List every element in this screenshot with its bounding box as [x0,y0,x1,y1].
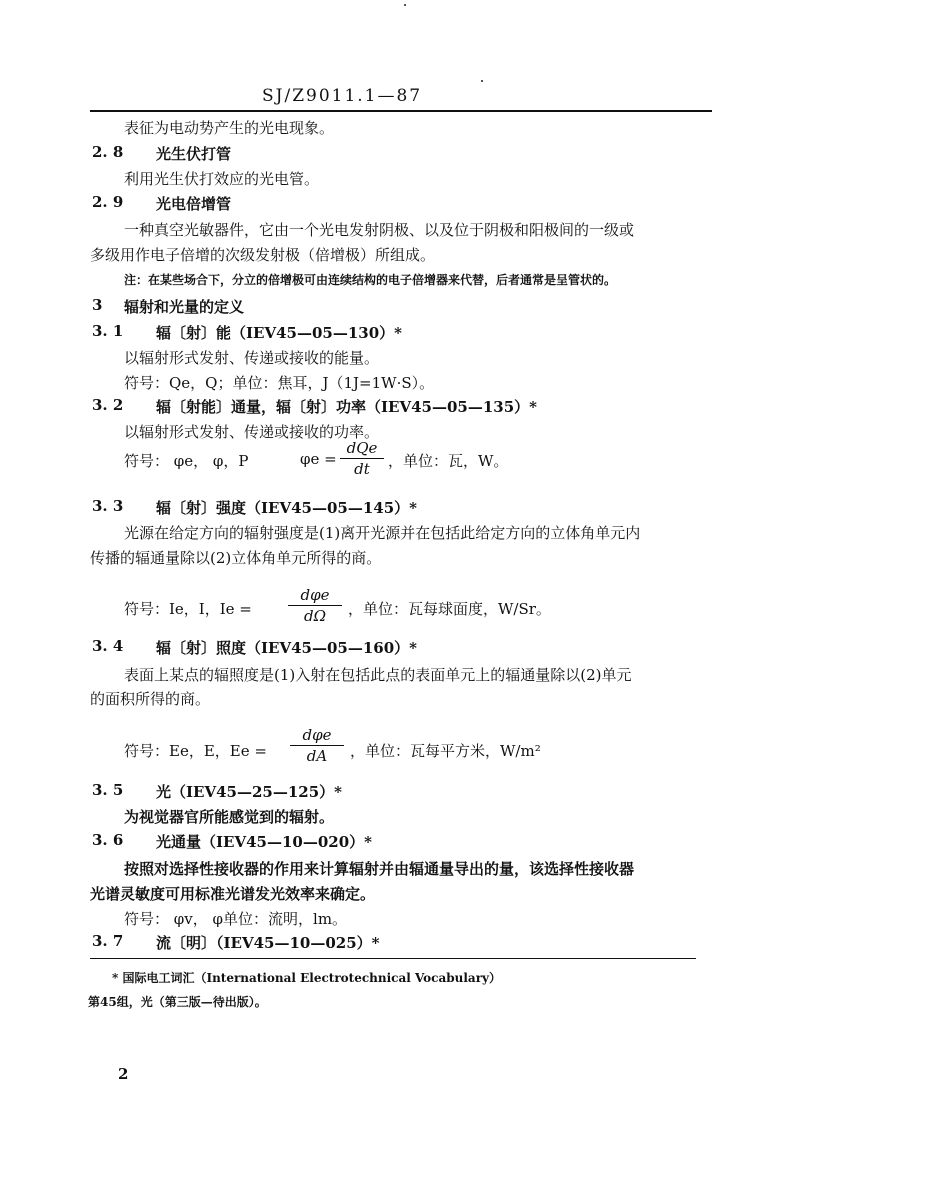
fraction-bar [290,745,344,746]
section-2-8-number: 2. 8 [92,143,124,161]
text-line: 表征为电动势产生的光电现象。 [124,119,335,137]
text-line: 的面积所得的商。 [90,690,211,708]
section-3-3-title: 辐〔射〕强度（IEV45—05—145）* [156,499,417,517]
formula-denominator: dΩ [303,607,327,625]
section-3-1-title: 辐〔射〕能（IEV45—05—130）* [156,324,402,342]
section-3-2-number: 3. 2 [92,396,124,414]
note: 注：在某些场合下，分立的倍增极可由连续结构的电子倍增器来代替，后者通常是呈管状的。 [124,273,617,287]
formula-fraction [340,439,384,478]
section-3-4-title: 辐〔射〕照度（IEV45—05—160）* [156,639,417,657]
fraction-bar [288,605,342,606]
formula-lhs: φe = [300,450,337,468]
section-3-7-number: 3. 7 [92,932,124,950]
section-3-6-number: 3. 6 [92,831,124,849]
section-3-2-title: 辐〔射能〕通量，辐〔射〕功率（IEV45—05—135）* [156,398,537,416]
section-2-9-number: 2. 9 [92,193,124,211]
section-3-3-number: 3. 3 [92,497,124,515]
text-line: 以辐射形式发射、传递或接收的功率。 [124,423,380,441]
formula-denominator: dt [354,460,370,478]
section-3-1-number: 3. 1 [92,322,124,340]
section-3-title: 辐射和光量的定义 [124,298,245,316]
unit-text: ，单位：瓦每平方米，W/m² [350,742,541,760]
section-2-8-title: 光生伏打管 [156,145,232,163]
section-3-4-number: 3. 4 [92,637,124,655]
formula-fraction [288,586,342,625]
section-2-9-title: 光电倍增管 [156,195,232,213]
text-line: 光源在给定方向的辐射强度是(1)离开光源并在包括此给定方向的立体角单元内 [124,524,641,542]
section-3-6-title: 光通量（IEV45—10—020）* [156,833,372,851]
formula-denominator: dA [306,747,328,765]
fraction-bar [340,458,384,459]
text-line: 多级用作电子倍增的次级发射极（倍增极）所组成。 [90,246,436,264]
text-line: 表面上某点的辐照度是(1)入射在包括此点的表面单元上的辐通量除以(2)单元 [124,666,632,684]
symbol-line: 符号：Ee，E，Ee = [124,742,267,760]
text-line: 为视觉器官所能感觉到的辐射。 [124,808,335,826]
symbol-line: 符号： φe， φ，P [124,452,249,470]
document-code: SJ/Z9011.1—87 [262,86,423,106]
formula-fraction [290,726,344,765]
symbol-line: 符号： φv， φ单位：流明，lm。 [124,910,348,928]
footnote-line: * 国际电工词汇（International Electrotechnical Vocabulary） [112,971,501,985]
symbol-line: 符号：Qe，Q；单位：焦耳，J（1J=1W·S）。 [124,374,435,392]
page-number: 2 [118,1065,129,1083]
section-3-number: 3 [92,296,103,314]
text-line: 以辐射形式发射、传递或接收的能量。 [124,349,380,367]
text-line: 光谱灵敏度可用标准光谱发光效率来确定。 [90,885,376,903]
symbol-line: 符号：Ie，I，Ie = [124,600,252,618]
unit-text: ，单位：瓦每球面度，W/Sr。 [348,600,551,618]
formula-numerator: dQe [346,439,378,457]
section-3-5-title: 光（IEV45—25—125）* [156,783,342,801]
text-line: 传播的辐通量除以(2)立体角单元所得的商。 [90,549,382,567]
formula-numerator: dφe [300,586,330,604]
unit-text: ，单位：瓦，W。 [388,452,509,470]
section-3-7-title: 流〔明〕（IEV45—10—025）* [156,934,380,952]
section-3-5-number: 3. 5 [92,781,124,799]
header-rule [90,110,712,112]
footnote-line: 第45组，光（第三版—待出版）。 [88,995,267,1009]
text-line: 一种真空光敏器件，它由一个光电发射阴极、以及位于阴极和阳极间的一级或 [124,221,635,239]
footnote-rule [90,958,696,959]
formula-numerator: dφe [302,726,332,744]
text-line: 利用光生伏打效应的光电管。 [124,170,320,188]
text-line: 按照对选择性接收器的作用来计算辐射并由辐通量导出的量，该选择性接收器 [124,860,635,878]
